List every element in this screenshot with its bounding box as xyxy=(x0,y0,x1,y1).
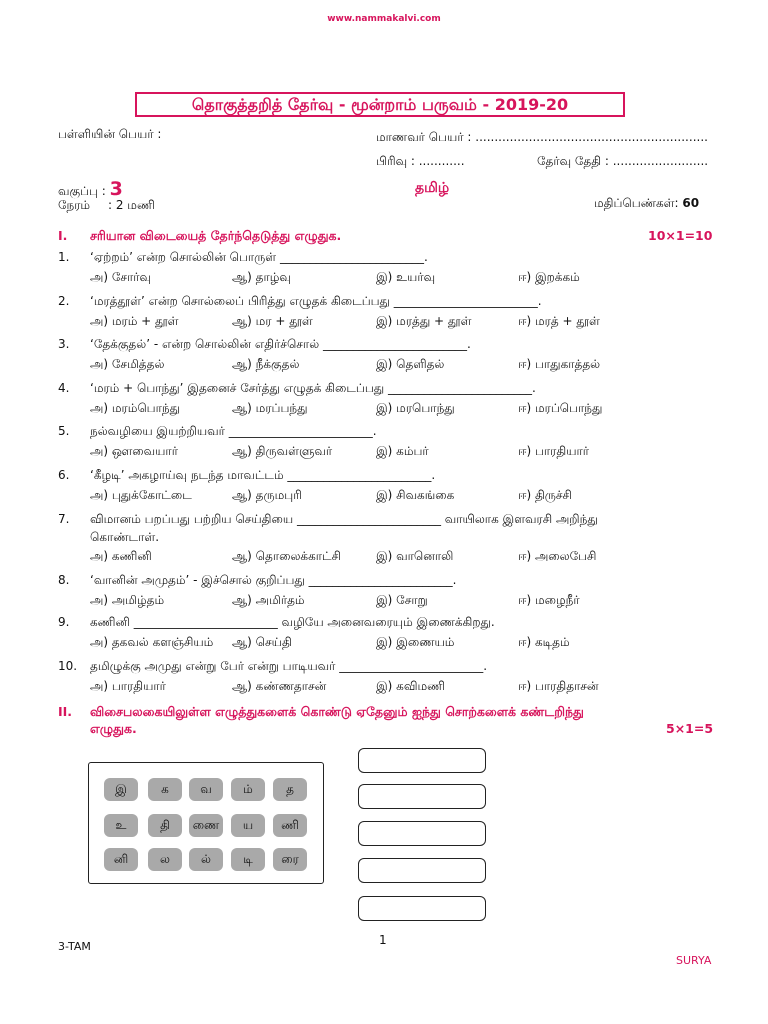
time-label: நேரம் xyxy=(58,198,91,212)
answer-option[interactable]: இ) கவிமணி xyxy=(376,679,445,693)
marks-value: 60 xyxy=(682,196,700,210)
question-text: ‘மரம் + பொந்து’ இதனைச் சேர்த்து எழுதக் கிடைப்பது ________________________. xyxy=(90,381,536,395)
paper-code: 3-TAM xyxy=(58,940,91,953)
letter-tile[interactable]: ணி xyxy=(273,814,307,837)
answer-option[interactable]: அ) ஔவையார் xyxy=(90,444,178,458)
answer-option[interactable]: ஆ) மரப்பந்து xyxy=(232,401,308,415)
answer-option[interactable]: ஆ) செய்தி xyxy=(232,635,292,649)
answer-option[interactable]: இ) இணையம் xyxy=(376,635,455,649)
answer-option[interactable]: அ) சேமித்தல் xyxy=(90,357,165,371)
answer-option[interactable]: ஈ) கடிதம் xyxy=(518,635,570,649)
letter-tile[interactable]: தி xyxy=(148,814,182,837)
question-number: 1. xyxy=(58,250,70,264)
answer-option[interactable]: ஆ) அமிர்தம் xyxy=(232,593,305,607)
letter-tile[interactable]: ணை xyxy=(189,814,223,837)
section-1-marks: 10×1=10 xyxy=(648,228,713,243)
question-number: 3. xyxy=(58,337,70,351)
letter-tile[interactable]: ரை xyxy=(273,848,307,871)
answer-option[interactable]: ஆ) நீக்குதல் xyxy=(232,357,300,371)
letter-tile[interactable]: ல் xyxy=(189,848,223,871)
question-number: 2. xyxy=(58,294,70,308)
site-url[interactable]: www.nammakalvi.com xyxy=(327,14,441,24)
section-2-instruction: விசைபலகையிலுள்ள எழுத்துகளைக் கொண்டு ஏதேனும் ஐந்து சொற்களைக் கண்டறிந்து xyxy=(90,704,584,719)
answer-box-2[interactable] xyxy=(358,784,486,809)
letter-tile[interactable]: னி xyxy=(104,848,138,871)
section-1-number: I. xyxy=(58,228,68,243)
answer-box-3[interactable] xyxy=(358,821,486,846)
answer-option[interactable]: அ) மரம்பொந்து xyxy=(90,401,180,415)
answer-option[interactable]: அ) அமிழ்தம் xyxy=(90,593,165,607)
answer-option[interactable]: ஆ) மர + தூள் xyxy=(232,314,313,328)
question-number: 4. xyxy=(58,381,70,395)
answer-option[interactable]: ஆ) தாழ்வு xyxy=(232,270,291,284)
time-value: : 2 மணி xyxy=(108,198,155,212)
answer-option[interactable]: ஈ) பாரதியார் xyxy=(518,444,590,458)
question-number: 10. xyxy=(58,659,78,673)
letter-tile[interactable]: த xyxy=(273,778,307,801)
answer-option[interactable]: அ) புதுக்கோட்டை xyxy=(90,488,192,502)
question-text: ‘கீழடி’ அகழாய்வு நடந்த மாவட்டம் ________________________. xyxy=(90,468,436,482)
exam-date-label: தேர்வு தேதி : ......................... xyxy=(537,154,709,168)
answer-option[interactable]: ஈ) அலைபேசி xyxy=(518,549,597,563)
letter-tile[interactable]: உ xyxy=(104,814,138,837)
letter-tile[interactable]: டி xyxy=(231,848,265,871)
answer-option[interactable]: இ) வானொலி xyxy=(376,549,454,563)
letter-tile[interactable]: வ xyxy=(189,778,223,801)
answer-option[interactable]: இ) உயர்வு xyxy=(376,270,436,284)
publisher-name: SURYA xyxy=(676,954,712,967)
answer-option[interactable]: அ) சோர்வு xyxy=(90,270,152,284)
question-text: நல்வழியை இயற்றியவர் ________________________. xyxy=(90,424,377,438)
question-text: ‘வானின் அமுதம்’ - இச்சொல் குறிப்பது ________________________. xyxy=(90,573,457,587)
letter-tile[interactable]: இ xyxy=(104,778,138,801)
answer-option[interactable]: அ) தகவல் களஞ்சியம் xyxy=(90,635,214,649)
class-label: வகுப்பு : xyxy=(58,184,106,198)
answer-box-1[interactable] xyxy=(358,748,486,773)
section-2-number: II. xyxy=(58,704,73,719)
answer-option[interactable]: ஈ) இறக்கம் xyxy=(518,270,580,284)
answer-option[interactable]: ஈ) பாரதிதாசன் xyxy=(518,679,599,693)
answer-option[interactable]: ஈ) திருச்சி xyxy=(518,488,572,502)
answer-option[interactable]: இ) மரத்து + தூள் xyxy=(376,314,472,328)
page-number: 1 xyxy=(379,933,387,947)
answer-option[interactable]: இ) சிவகங்கை xyxy=(376,488,455,502)
answer-option[interactable]: ஈ) மரப்பொந்து xyxy=(518,401,603,415)
answer-option[interactable]: ஆ) திருவள்ளுவர் xyxy=(232,444,333,458)
question-number: 8. xyxy=(58,573,70,587)
section-2-instruction-cont: எழுதுக. xyxy=(90,721,137,736)
answer-option[interactable]: இ) சோறு xyxy=(376,593,428,607)
answer-option[interactable]: இ) மரபொந்து xyxy=(376,401,455,415)
question-number: 7. xyxy=(58,512,70,526)
answer-option[interactable]: ஆ) கண்ணதாசன் xyxy=(232,679,327,693)
question-text: ‘மரத்தூள்’ என்ற சொல்லைப் பிரித்து எழுதக் கிடைப்பது ________________________. xyxy=(90,294,542,308)
answer-box-5[interactable] xyxy=(358,896,486,921)
subject-title: தமிழ் xyxy=(415,180,450,196)
letter-tile[interactable]: ம் xyxy=(231,778,265,801)
answer-option[interactable]: அ) மரம் + தூள் xyxy=(90,314,179,328)
answer-option[interactable]: ஈ) மரத் + தூள் xyxy=(518,314,600,328)
section-1-instruction: சரியான விடையைத் தேர்ந்தெடுத்து எழுதுக. xyxy=(90,228,342,243)
question-number: 9. xyxy=(58,615,70,629)
question-number: 5. xyxy=(58,424,70,438)
answer-option[interactable]: ஈ) பாதுகாத்தல் xyxy=(518,357,601,371)
question-text-cont: கொண்டாள். xyxy=(90,530,160,544)
exam-title: தொகுத்தறித் தேர்வு - மூன்றாம் பருவம் - 2019-20 xyxy=(135,92,625,117)
answer-option[interactable]: ஆ) தருமபுரி xyxy=(232,488,302,502)
answer-option[interactable]: ஆ) தொலைக்காட்சி xyxy=(232,549,341,563)
answer-box-4[interactable] xyxy=(358,858,486,883)
answer-option[interactable]: இ) தெளிதல் xyxy=(376,357,445,371)
question-text: கணினி ________________________ வழியே அனைவரையும் இணைக்கிறது. xyxy=(90,615,495,629)
section-2-marks: 5×1=5 xyxy=(666,721,714,736)
student-name-label: மாணவர் பெயர் : ............................................................. xyxy=(376,130,708,144)
marks-field xyxy=(594,196,699,212)
question-number: 6. xyxy=(58,468,70,482)
section-label: பிரிவு : ............ xyxy=(376,154,465,168)
answer-option[interactable]: அ) கணினி xyxy=(90,549,152,563)
school-name-label: பள்ளியின் பெயர் : xyxy=(58,127,162,141)
answer-option[interactable]: ஈ) மழைநீர் xyxy=(518,593,580,607)
answer-option[interactable]: இ) கம்பர் xyxy=(376,444,429,458)
class-value: 3 xyxy=(109,178,123,200)
question-text: ‘தேக்குதல்’ - என்ற சொல்லின் எதிர்ச்சொல் ________________________. xyxy=(90,337,471,351)
letter-tile[interactable]: ல xyxy=(148,848,182,871)
question-text: விமானம் பறப்பது பற்றிய செய்தியை ________________________ வாயிலாக இளவரசி அறிந்து xyxy=(90,512,598,526)
letter-tile[interactable]: க xyxy=(148,778,182,801)
answer-option[interactable]: அ) பாரதியார் xyxy=(90,679,166,693)
class-field xyxy=(58,178,123,200)
letter-tile[interactable]: ய xyxy=(231,814,265,837)
question-text: ‘ஏற்றம்’ என்ற சொல்லின் பொருள் ________________________. xyxy=(90,250,428,264)
marks-label: மதிப்பெண்கள்: xyxy=(594,196,679,210)
question-text: தமிழுக்கு அமுது என்று பேர் என்று பாடியவர் ________________________. xyxy=(90,659,488,673)
